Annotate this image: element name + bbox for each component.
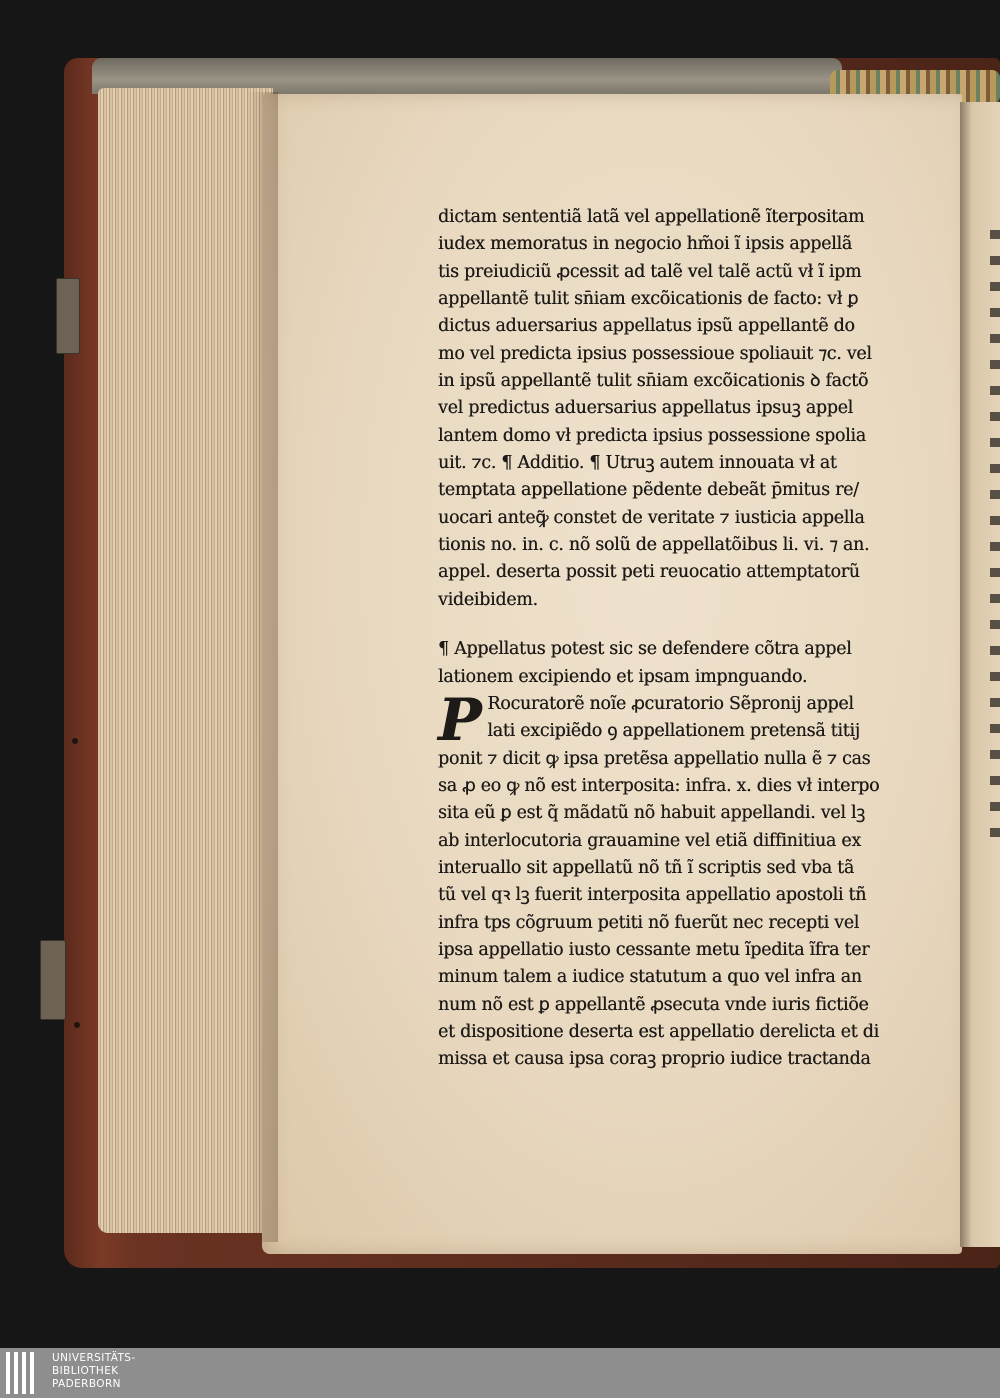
text-line: in ipsũ appellantẽ tulit sn̄iam excõicationis ꝺ factõ xyxy=(438,371,869,392)
text-line: minum talem a iudice statutum a quo vel infra an xyxy=(438,967,862,988)
text-line: appel. deserta possit peti reuocatio attemptatorũ xyxy=(438,562,860,583)
text-line: ponit ⁊ dicit ꝙ ipsa pretẽsa appellatio nulla ẽ ⁊ cas xyxy=(438,748,871,769)
logo-line: PADERBORN xyxy=(52,1378,121,1390)
paragraph-2 xyxy=(438,746,940,1074)
page-edges xyxy=(98,88,273,1233)
heading-line: ¶ Appellatus potest sic se defendere cõtra appel xyxy=(438,639,852,660)
text-line: ab interlocutoria grauamine vel etiã diffinitiua ex xyxy=(438,830,861,851)
paragraph-2-opening xyxy=(438,685,940,754)
text-line: dictus aduersarius appellatus ipsũ appellantẽ do xyxy=(438,316,855,337)
text-line: iudex memoratus in negocio hm̃oi ĩ ipsis appellã xyxy=(438,234,852,255)
nail-hole xyxy=(72,738,78,744)
text-line: Rocuratorẽ noĩe ꝓcuratorio Sẽpronij appel xyxy=(487,693,854,714)
paragraph-1 xyxy=(438,204,940,614)
heading-line: lationem excipiendo et ipsam impnguando. xyxy=(438,666,808,687)
text-line: sa ꝓ eo ꝙ nõ est interposita: infra. x. dies vł interpo xyxy=(438,775,880,796)
library-logo-icon xyxy=(6,1352,46,1394)
text-line: infra tps cõgruum petiti nõ fuerũt nec recepti vel xyxy=(438,912,860,933)
nail-hole xyxy=(74,1022,80,1028)
text-line: lati excipiẽdo ꝯ appellationem pretensã titij xyxy=(487,721,860,742)
drop-cap: P xyxy=(438,685,482,754)
text-line: interuallo sit appellatũ nõ tñ ĩ scriptis sed vba tã xyxy=(438,858,854,878)
section-heading xyxy=(438,636,940,691)
logo-line: UNIVERSITÄTS- xyxy=(52,1352,136,1364)
facing-page-text xyxy=(990,230,1000,850)
text-line: vel predictus aduersarius appellatus ipsuꝫ appel xyxy=(438,398,853,419)
text-line: uit. ⁊c. ¶ Additio. ¶ Utruꝫ autem innouata vł at xyxy=(438,453,837,474)
text-line: videibidem. xyxy=(438,589,538,610)
text-line: appellantẽ tulit sn̄iam excõicationis de facto: vł ꝑ xyxy=(438,289,859,310)
text-line: sita eũ ꝑ est q̃ mãdatũ nõ habuit appellandi. vel lꝫ xyxy=(438,803,865,824)
text-line: uocari anteꝙ̃ constet de veritate ⁊ iusticia appella xyxy=(438,507,865,528)
text-line: mo vel predicta ipsius possessioue spoliauit ⁊c. vel xyxy=(438,343,872,364)
clasp-top xyxy=(56,278,80,354)
text-line: et dispositione deserta est appellatio derelicta et di xyxy=(438,1022,879,1043)
text-line: tionis no. in. c. nõ solũ de appellatõibus li. vi. ⁊ an. xyxy=(438,535,870,556)
clasp-bottom xyxy=(40,940,66,1020)
footer-bar xyxy=(0,1348,1000,1398)
text-line: tũ vel qꝛ lꝫ fuerit interposita appellatio apostoli tñ xyxy=(438,885,867,906)
text-line: temptata appellatione pẽdente debeãt p̄mitus re/ xyxy=(438,480,859,501)
gutter-shadow xyxy=(248,92,278,1242)
logo-line: BIBLIOTHEK xyxy=(52,1365,119,1377)
text-line: missa et causa ipsa coraꝫ proprio iudice tractanda xyxy=(438,1049,871,1070)
text-column xyxy=(438,204,940,1074)
text-line: dictam sententiã latã vel appellationẽ ĩterpositam xyxy=(438,207,865,227)
text-line: ipsa appellatio iusto cessante metu ĩpedita ĩfra ter xyxy=(438,940,870,961)
library-logo-text xyxy=(52,1352,136,1391)
text-line: num nõ est ꝑ appellantẽ ꝓsecuta vnde iuris fictiõe xyxy=(438,994,869,1015)
text-line: lantem domo vł predicta ipsius possessione spolia xyxy=(438,425,866,446)
text-line: tis preiudiciũ ꝓcessit ad talẽ vel talẽ actũ vł ĩ ipm xyxy=(438,261,862,282)
